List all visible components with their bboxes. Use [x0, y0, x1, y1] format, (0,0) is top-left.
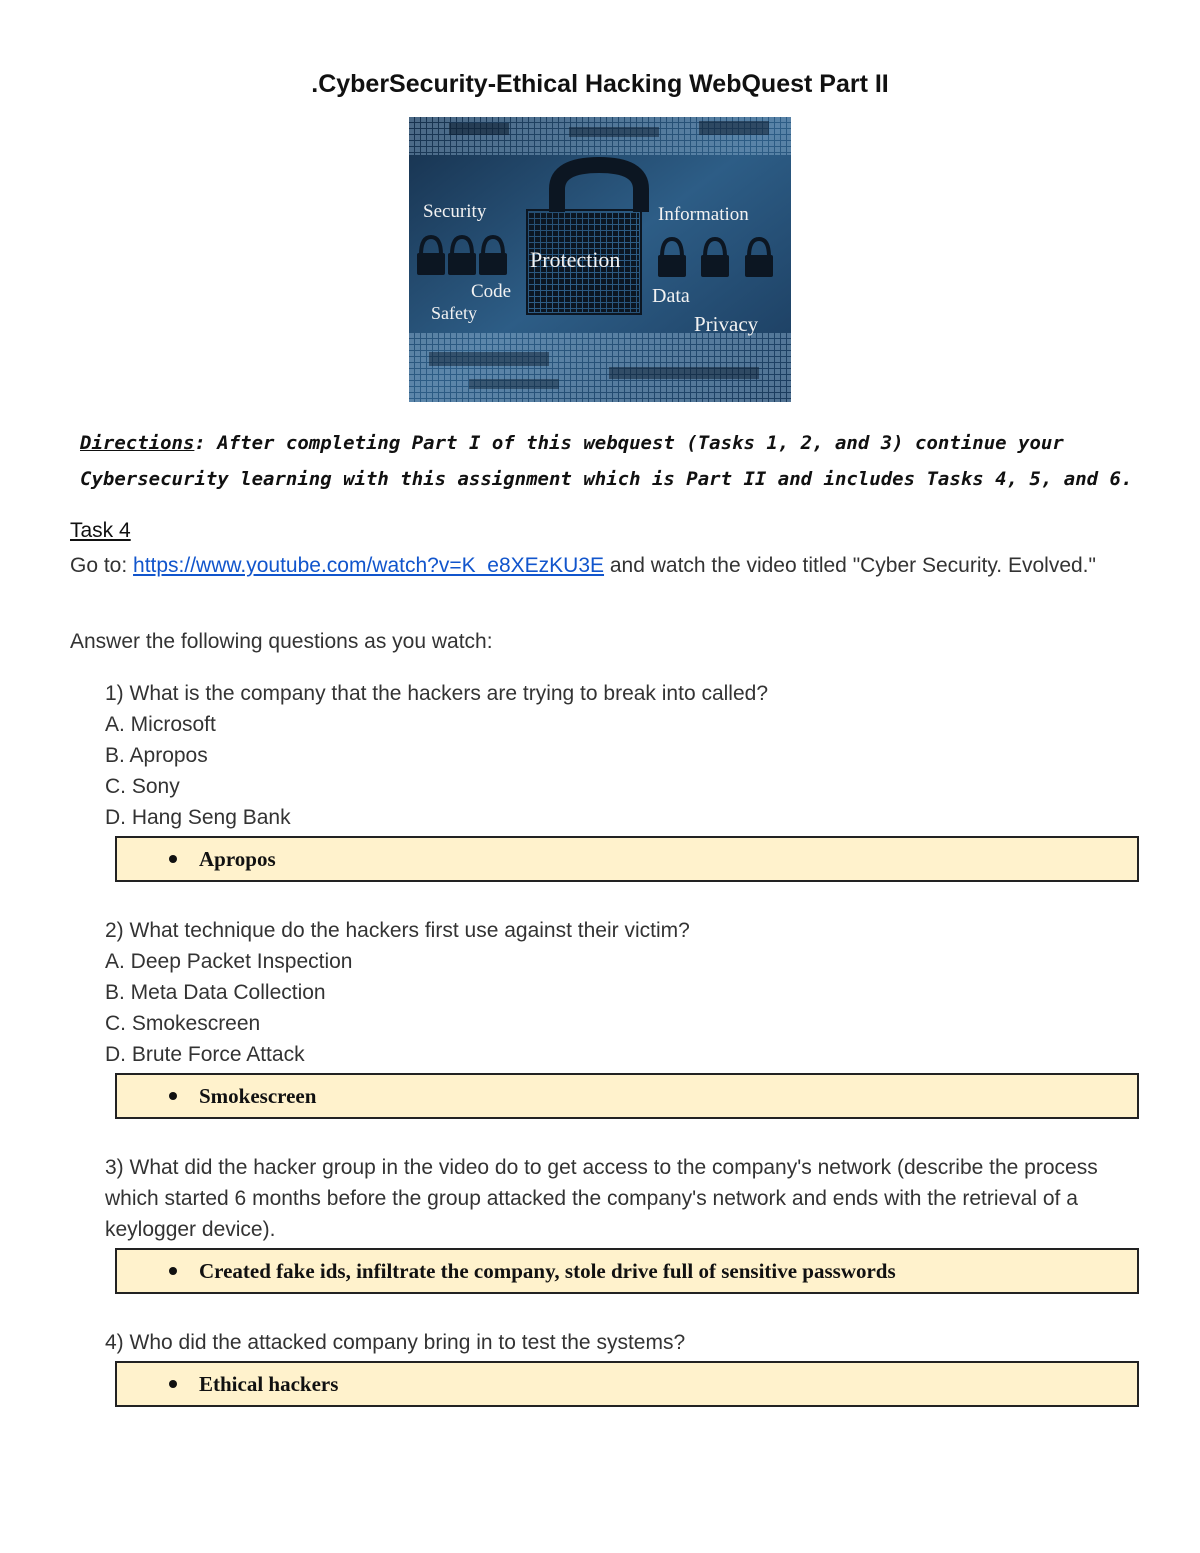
video-link[interactable]: https://www.youtube.com/watch?v=K_e8XEzKU3E [133, 554, 605, 577]
option-b: B. Meta Data Collection [105, 981, 326, 1004]
answer-box-3[interactable] [115, 1248, 1139, 1294]
directions-text: After completing Part I of this webquest (Tasks 1, 2, and 3) continue your Cybersecurity learning with this assignment which is Part II and includes Tasks 4, 5, and 6. [80, 432, 1133, 490]
question-1 [105, 678, 1135, 833]
option-b: B. Apropos [105, 744, 208, 767]
directions-paragraph: Directions: After completing Part I of this webquest (Tasks 1, 2, and 3) continue your Cybersecurity learning with this assignment which is Part II and includes Tasks 4, 5, and 6. [80, 432, 1133, 490]
instructions-text: Answer the following questions as you watch: [70, 630, 493, 653]
question-text: 1) What is the company that the hackers are trying to break into called? [105, 682, 769, 705]
option-c: C. Smokescreen [105, 1012, 261, 1035]
svg-text:Safety: Safety [431, 303, 477, 323]
goto-suffix: and watch the video titled "Cyber Security. Evolved." [604, 554, 1096, 577]
page-title: .CyberSecurity-Ethical Hacking WebQuest Part II [311, 70, 889, 98]
svg-text:Code: Code [471, 281, 512, 302]
cybersecurity-lock-image [409, 117, 791, 402]
goto-paragraph [70, 550, 1150, 582]
answer-text: Apropos [199, 846, 276, 871]
option-c: C. Sony [105, 775, 180, 798]
directions-label: Directions [80, 432, 195, 454]
question-2 [105, 915, 1135, 1070]
answer-box-1[interactable] [115, 836, 1139, 882]
question-text: 4) Who did the attacked company bring in to test the systems? [105, 1331, 686, 1354]
option-d: D. Hang Seng Bank [105, 806, 291, 829]
answer-text: Ethical hackers [199, 1371, 339, 1396]
answer-text: Smokescreen [199, 1083, 317, 1108]
svg-text:Protection: Protection [530, 247, 621, 272]
question-text: 3) What did the hacker group in the video do to get access to the company's network (describe the process which started 6 months before the group attacked the company's network and ends with the retrieval of a keylogger device). [105, 1156, 1098, 1241]
question-text: 2) What technique do the hackers first use against their victim? [105, 919, 690, 942]
task-heading: Task 4 [70, 519, 131, 542]
svg-text:Privacy: Privacy [694, 312, 759, 336]
question-4 [105, 1327, 1135, 1358]
answer-box-4[interactable] [115, 1361, 1139, 1407]
svg-text:Data: Data [652, 285, 690, 307]
svg-text:Security: Security [423, 201, 487, 222]
svg-text:Information: Information [658, 204, 749, 225]
answer-text: Created fake ids, infiltrate the company, stole drive full of sensitive passwords [199, 1258, 896, 1283]
answer-box-2[interactable] [115, 1073, 1139, 1119]
option-d: D. Brute Force Attack [105, 1043, 305, 1066]
bullet-icon [169, 1380, 177, 1388]
goto-prefix: Go to: [70, 554, 134, 577]
option-a: A. Microsoft [105, 713, 216, 736]
bullet-icon [169, 1092, 177, 1100]
option-a: A. Deep Packet Inspection [105, 950, 353, 973]
bullet-icon [169, 1267, 177, 1275]
question-3 [105, 1152, 1125, 1245]
bullet-icon [169, 855, 177, 863]
